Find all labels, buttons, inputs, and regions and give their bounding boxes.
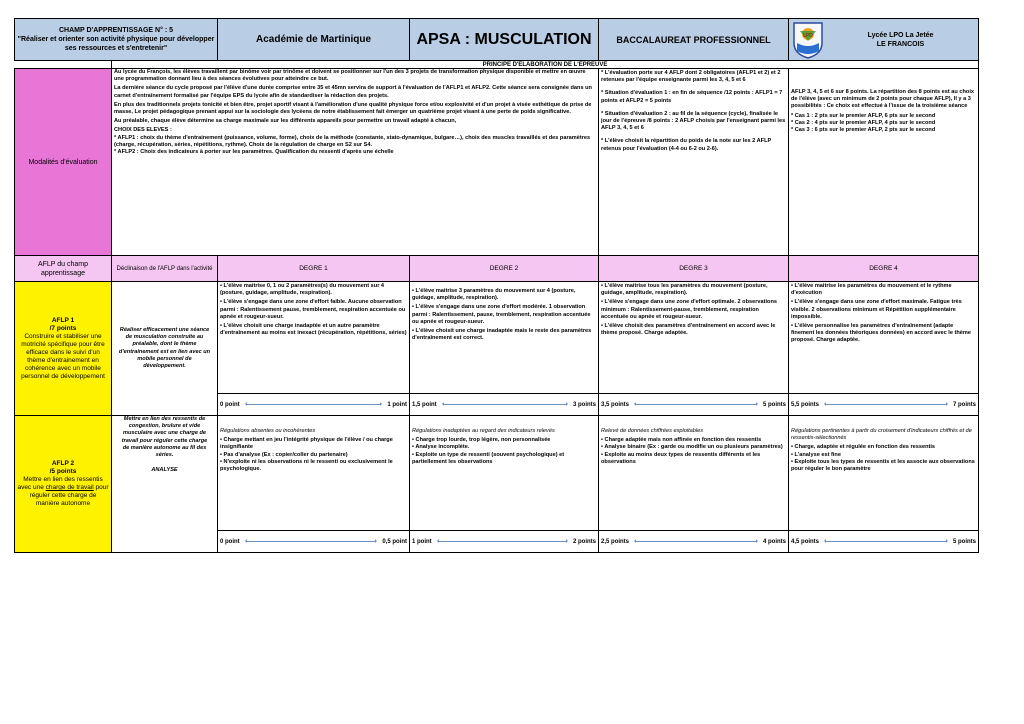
aflp2-desc-text: Mettre en lien des ressentis avec une bbox=[17, 476, 103, 491]
degre-1-header: DEGRE 1 bbox=[218, 256, 410, 282]
range-arrow bbox=[635, 541, 757, 542]
degre-4-header: DEGRE 4 bbox=[789, 256, 979, 282]
score-max: 5 points bbox=[953, 538, 977, 545]
svg-text:LPO: LPO bbox=[803, 32, 813, 39]
score-min: 1 point bbox=[412, 538, 432, 545]
lycee-logo bbox=[791, 21, 825, 59]
score-min: 3,5 points bbox=[601, 401, 630, 408]
modalites-label: Modalités d'évaluation bbox=[15, 69, 112, 256]
aflp1-degre-1 bbox=[218, 282, 410, 394]
modalites-paragraph: * AFLP1 : choix du thème d'entrainement (puissance, volume, forme), choix de la méthode (constante, stato-dynamique, bulgare…), choix des muscles travaillés et des paramètres (charge, récupération, séries, répétitions, rythme). Choix de la régulation de charge en S2 sur S4. bbox=[114, 134, 591, 148]
degre-title: Régulations inadaptées au regard des indicateurs relevés bbox=[412, 428, 555, 434]
degre-title: Régulations pertinentes à partir du croisement d'indicateurs chiffrés et de ressentis-sélectionnés bbox=[791, 428, 972, 442]
score-min: 4,5 points bbox=[791, 538, 820, 545]
aflp1-cell bbox=[15, 282, 112, 416]
aflp2-description bbox=[17, 476, 109, 508]
modalites-middle bbox=[599, 69, 789, 256]
score-min: 0 point bbox=[220, 538, 240, 545]
score-max: 5 points bbox=[763, 401, 787, 408]
modalites-paragraph: * Cas 1 : 2 pts sur le premier AFLP, 6 pts sur le second bbox=[791, 112, 936, 119]
criterion: • Charge mettant en jeu l'intégrité physique de l'élève / ou charge insignifiante bbox=[220, 437, 393, 451]
aflp1-score-3 bbox=[599, 394, 789, 416]
aflp2-degre-1 bbox=[218, 416, 410, 531]
aflp2-title: AFLP 2 bbox=[51, 460, 75, 467]
aflp2-score-1 bbox=[218, 531, 410, 553]
criterion: • Exploite tous les types de ressentis et les associe aux observations pour réguler le bon paramètre bbox=[791, 458, 975, 473]
criterion: • L'élève maitrise 3 paramètres du mouvement sur 4 (posture, guidage, amplitude, respiration). bbox=[412, 288, 576, 302]
criterion: • Charge, adaptée et régulée en fonction des ressentis bbox=[791, 444, 936, 451]
aflp1-title: AFLP 1 bbox=[51, 316, 75, 324]
evaluation-grid bbox=[14, 18, 978, 553]
score-min: 5,5 points bbox=[791, 401, 820, 408]
criterion: • Exploite au moins deux types de ressentis différents et les observations bbox=[601, 451, 761, 465]
score-max: 2 points bbox=[573, 538, 597, 545]
aflp1-points: /7 points bbox=[49, 324, 77, 332]
modalites-paragraph: * L'élève choisit la répartition du poids de la note sur les 2 AFLP retenus pour l'évaluation (4-4 ou 6-2 ou 2-6). bbox=[601, 138, 772, 152]
criterion: • L'élève personnalise les paramètres d'entraînement (adapte finement les données théoriques données) en accord avec le thème proposé. Charge adaptée. bbox=[791, 323, 972, 344]
aflp2-degre-2 bbox=[410, 416, 599, 531]
score-min: 1,5 point bbox=[412, 401, 437, 408]
principe-label: PRINCIPE D'ELABORATION DE L'EPREUVE bbox=[112, 61, 979, 69]
range-arrow bbox=[246, 541, 377, 542]
criterion: • L'élève maitrise tous les paramètres du mouvement (posture, guidage, amplitude, respiration). bbox=[601, 283, 768, 297]
criterion: • Analyse incomplète. bbox=[412, 444, 470, 451]
aflp2-declinaison bbox=[112, 416, 218, 553]
bac-header: BACCALAUREAT PROFESSIONNEL bbox=[599, 19, 789, 61]
criterion: • L'élève s'engage dans une zone d'effort faible. Aucune observation parmi : Ralentissement pause, tremblement, respiration accentuée ou apnée et rougeur-sueur. bbox=[220, 299, 406, 320]
criterion: • L'élève s'engage dans une zone d'effort modérée. 1 observation parmi : Ralentissement, pause, tremblement, respiration accentuée ou apnée et rougeur-sueur. bbox=[412, 304, 591, 325]
degre-title: Régulations absentes ou incohérentes bbox=[220, 428, 316, 434]
aflp1-score-4 bbox=[789, 394, 979, 416]
criterion: • L'élève s'engage dans une zone d'effort optimale. 2 observations minimum : Ralentissement-pause, tremblement, respiration accentuée ou apnée et rougeur-sueur. bbox=[601, 299, 777, 320]
criterion: • Charge adaptée mais non affinée en fonction des ressentis bbox=[601, 437, 762, 444]
degre-title: Relevé de données chiffrées exploitables bbox=[601, 428, 704, 434]
aflp2-score-3 bbox=[599, 531, 789, 553]
criterion: • Pas d'analyse (Ex : copier/coller du partenaire) bbox=[220, 451, 348, 458]
aflp2-score-4 bbox=[789, 531, 979, 553]
modalites-paragraph: * L'évaluation porte sur 4 AFLP dont 2 obligatoires (AFLP1 et 2) et 2 retenues par l'équipe enseignante parmi les 3, 4, 5 et 6 bbox=[601, 70, 781, 84]
degre-3-header: DEGRE 3 bbox=[599, 256, 789, 282]
aflp2-degre-3 bbox=[599, 416, 789, 531]
criterion: • L'analyse est fine bbox=[791, 451, 841, 458]
criterion: • L'élève choisit une charge inadaptée et un autre paramètre d'entraînement au moins est inexact (récupération, répétitions, séries) bbox=[220, 323, 407, 337]
criterion: • L'élève choisit une charge inadaptée mais le reste des paramètres d'entraînement est correct. bbox=[412, 328, 592, 342]
aflp1-score-1 bbox=[218, 394, 410, 416]
modalites-heading: CHOIX DES ELEVES : bbox=[114, 127, 172, 134]
range-arrow bbox=[246, 404, 382, 405]
aflp1-degre-3 bbox=[599, 282, 789, 394]
aflp-column-header: AFLP du champ apprentissage bbox=[15, 256, 112, 282]
range-arrow bbox=[443, 404, 567, 405]
range-arrow bbox=[825, 541, 947, 542]
score-max: 0,5 point bbox=[382, 538, 408, 545]
lycee-header bbox=[789, 19, 979, 61]
range-arrow bbox=[825, 404, 947, 405]
aflp2-points: /5 points bbox=[49, 468, 77, 475]
modalites-paragraph: Au préalable, chaque élève détermine sa charge maximale sur les différents appareils pour permettre un travail adapté à chacun, bbox=[114, 118, 457, 125]
aflp2-declinaison-text: Mettre en lien des ressentis de congestion, brulure et vide musculaire avec une charge de travail pour réguler cette charge de manière autonome au fil des séries. bbox=[121, 416, 208, 459]
aflp1-score-2 bbox=[410, 394, 599, 416]
aflp1-degre-4 bbox=[789, 282, 979, 394]
champ-description: "Réaliser et orienter son activité physique pour développer ses ressources et s'entretenir" bbox=[17, 36, 215, 52]
criterion: • Analyse binaire (Ex : garde ou modifie un ou plusieurs paramètres) bbox=[601, 444, 783, 451]
criterion: • L'élève maitrise les paramètres du mouvement et le rythme d'exécution bbox=[791, 283, 952, 297]
aflp2-analyse-label: ANALYSE bbox=[151, 467, 178, 474]
score-max: 3 points bbox=[573, 401, 597, 408]
criterion: • Exploite un type de ressenti (souvent psychologique) et partiellement les observations bbox=[412, 451, 565, 465]
criterion: • L'élève choisit des paramètres d'entraînement en accord avec le thème proposé. Charge adaptée. bbox=[601, 323, 776, 337]
aflp1-degre-2 bbox=[410, 282, 599, 394]
apsa-title: APSA : MUSCULATION bbox=[410, 19, 599, 61]
modalites-right bbox=[789, 69, 979, 256]
score-max: 1 point bbox=[387, 401, 408, 408]
declinaison-column-header: Déclinaison de l'AFLP dans l'activité bbox=[112, 256, 218, 282]
lycee-name: Lycée LPO La Jetée bbox=[867, 31, 934, 39]
modalites-paragraph: La dernière séance du cycle proposé par l'élève d'une durée comprise entre 35 et 45mn servira de support à l'évaluation de l'AFLP1 et AFLP2. Cette séance sera consignée dans un carnet d'entraînement formalisé par l'équipe EPS du lycée afin de standardiser la rédaction des projets. bbox=[114, 85, 592, 99]
academie-header: Académie de Martinique bbox=[218, 19, 410, 61]
aflp2-score-2 bbox=[410, 531, 599, 553]
score-max: 7 points bbox=[953, 401, 977, 408]
modalites-paragraph: * Situation d'évaluation 1 : en fin de séquence /12 points : AFLP1 = 7 points et AFLP2 = 5 points bbox=[601, 90, 783, 104]
score-max: 4 points bbox=[763, 538, 787, 545]
score-min: 0 point bbox=[220, 401, 240, 408]
criterion: • N'exploite ni les observations ni le ressenti ou exclusivement le psychologique. bbox=[220, 458, 393, 473]
lycee-town: LE FRANCOIS bbox=[876, 40, 925, 48]
aflp2-desc-text: pour réguler cette charge de manière autonome bbox=[29, 484, 109, 507]
modalites-paragraph: * Cas 3 : 6 pts sur le premier AFLP, 2 pts sur le second bbox=[791, 127, 936, 134]
aflp2-cell bbox=[15, 416, 112, 553]
modalites-paragraph: Au lycée du François, les élèves travaillent par binôme voir par trinôme et doivent se positionner sur l'un des 3 projets de transformation physique disponible et mettre en œuvre une programmation donnant lieu à des séances évolutives pour atteindre ce but. bbox=[114, 69, 586, 83]
degre-2-header: DEGRE 2 bbox=[410, 256, 599, 282]
modalites-paragraph: * AFLP2 : Choix des indicateurs à porter sur les paramètres. Qualification du ressenti d'après une échelle bbox=[114, 149, 394, 156]
champ-header bbox=[15, 19, 218, 61]
criterion: • Charge trop lourde, trop légère, non personnalisée bbox=[412, 437, 551, 444]
aflp2-degre-4 bbox=[789, 416, 979, 531]
range-arrow bbox=[438, 541, 567, 542]
champ-title: CHAMP D'APPRENTISSAGE N° : 5 bbox=[58, 27, 174, 34]
criterion: • L'élève s'engage dans une zone d'effort maximale. Fatigue très visible. 2 observations minimum et Répétition supplémentaire impossible. bbox=[791, 299, 962, 320]
aflp2-desc-underlined: charge de travail bbox=[45, 484, 94, 491]
criterion: • L'élève maitrise 0, 1 ou 2 paramètres(s) du mouvement sur 4 (posture, guidage, amplitude, respiration). bbox=[220, 283, 385, 297]
modalites-paragraph: * Cas 2 : 4 pts sur le premier AFLP, 4 pts sur le second bbox=[791, 119, 936, 126]
modalites-paragraph: En plus des traditionnels projets tonicité et bien être, projet sportif visant à l'amélioration d'une qualité physique force et/ou explosivité et d'un projet à visée esthétique de prise de masse, Le projet pédagogique prenant appui sur la sociologie des lycéens de notre établissement fait émerger un quatrième projet visant à une perte de poids significative. bbox=[114, 101, 592, 116]
score-min: 2,5 points bbox=[601, 538, 630, 545]
modalites-paragraph: * Situation d'évaluation 2 : au fil de la séquence (cycle), finalisée le jour de l'épreuve /8 points : 2 AFLP choisis par l'enseignant parmi les AFLP 3, 4, 5 et 6 bbox=[601, 110, 786, 132]
aflp1-declinaison: Réaliser efficacement une séance de musculation construite au préalable, dont le thème d'entrainement est en lien avec un mobile personnel de développement. bbox=[112, 282, 218, 416]
aflp1-description: Construire et stabiliser une motricité spécifique pour être efficace dans le suivi d'un thème d'entrainement en cohérence avec un mobile personnel de développement bbox=[21, 332, 105, 380]
range-arrow bbox=[635, 404, 757, 405]
modalites-left bbox=[112, 69, 599, 256]
modalites-paragraph: AFLP 3, 4, 5 et 6 sur 8 points. La répartition des 8 points est au choix de l'élève (avec un minimum de 2 points pour chaque AFLP), Il y a 3 possibilités : Ce choix est effectué à l'issue de la troisième séance bbox=[791, 89, 974, 110]
